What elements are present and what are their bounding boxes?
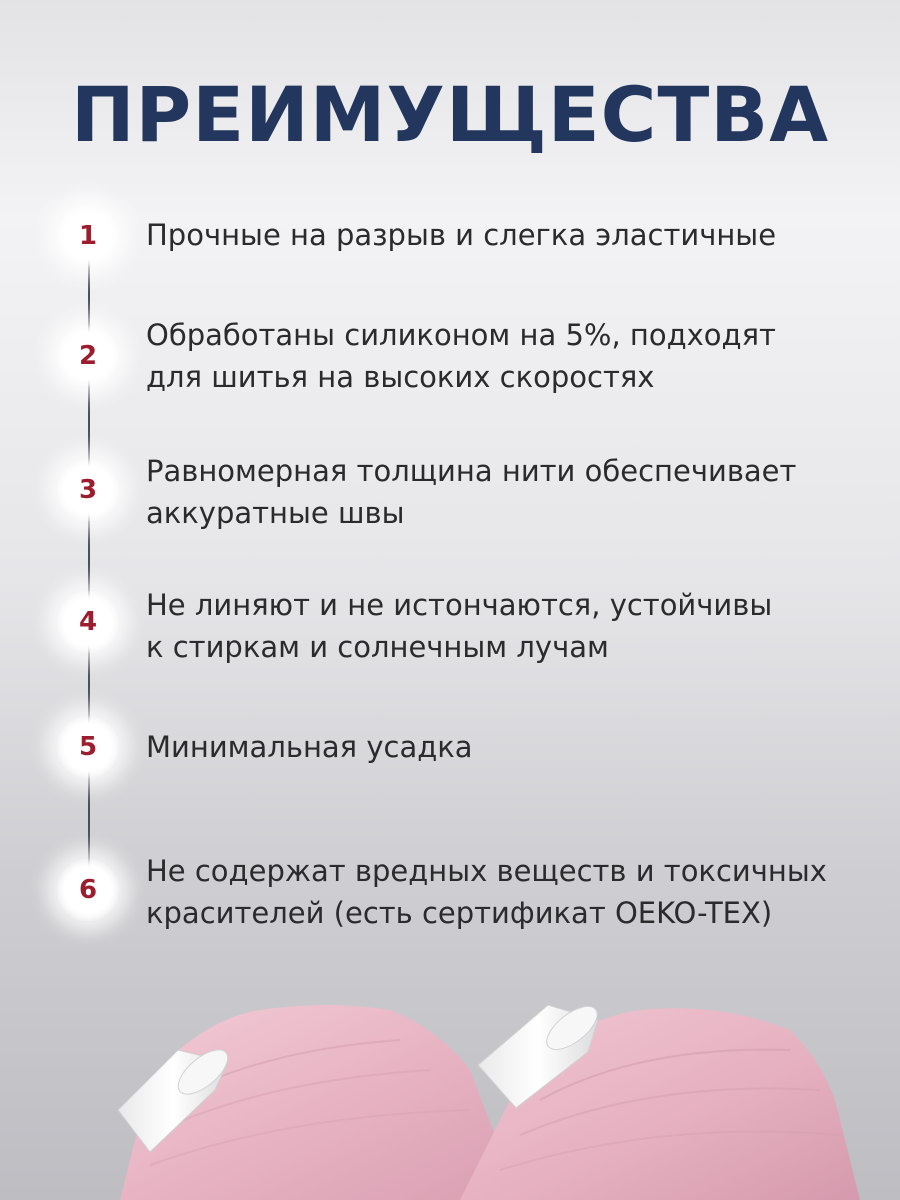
advantage-item-1 xyxy=(146,214,866,256)
page-title: ПРЕИМУЩЕСТВА xyxy=(70,70,830,159)
number-badge-6: 6 xyxy=(56,858,120,922)
advantage-line: Минимальная усадка xyxy=(146,730,473,764)
number-badge-2: 2 xyxy=(56,324,120,388)
advantage-line: Прочные на разрыв и слегка эластичные xyxy=(146,218,777,252)
advantage-item-5 xyxy=(146,726,866,768)
thread-spools-icon xyxy=(0,990,900,1200)
advantage-line: к стиркам и солнечным лучам xyxy=(146,630,609,664)
number-badge-5: 5 xyxy=(56,715,120,779)
advantage-item-3 xyxy=(146,450,866,534)
number-badge-3: 3 xyxy=(56,458,120,522)
advantage-line: Обработаны силиконом на 5%, подходят xyxy=(146,318,776,352)
advantage-line: Равномерная толщина нити обеспечивает xyxy=(146,454,797,488)
advantage-item-2 xyxy=(146,314,866,398)
advantage-line: для шитья на высоких скоростях xyxy=(146,360,655,394)
right-spool xyxy=(460,998,860,1200)
number-badge-4: 4 xyxy=(56,590,120,654)
advantage-item-4 xyxy=(146,584,866,668)
number-badge-1: 1 xyxy=(56,204,120,268)
advantage-line: Не содержат вредных веществ и токсичных xyxy=(146,854,827,888)
advantage-item-6 xyxy=(146,850,866,934)
advantage-line: Не линяют и не истончаются, устойчивы xyxy=(146,588,773,622)
advantage-line: аккуратные швы xyxy=(146,496,405,530)
left-spool xyxy=(118,1005,520,1200)
advantage-line: красителей (есть сертификат OEKO-TEX) xyxy=(146,896,773,930)
